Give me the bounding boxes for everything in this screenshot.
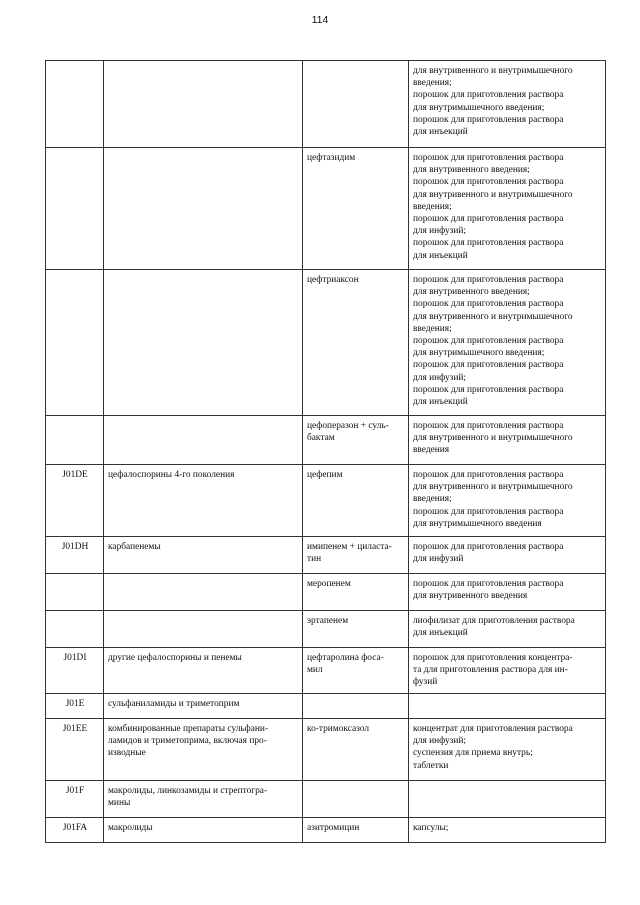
page-number: 114 <box>311 14 329 26</box>
table-row <box>46 818 606 843</box>
drug-name-cell: цефтазидим <box>303 148 409 270</box>
dosage-form-cell: порошок для приготовления раствора для внутривенного и внутримышечного введения <box>409 416 606 465</box>
table-row <box>46 694 606 719</box>
drug-name-cell <box>303 694 409 719</box>
drug-name-cell: имипенем + циласта- тин <box>303 537 409 574</box>
group-name-cell <box>104 270 303 416</box>
group-name-cell: карбапенемы <box>104 537 303 574</box>
dosage-form-cell: порошок для приготовления раствора для внутривенного введения <box>409 574 606 611</box>
dosage-form-cell <box>409 781 606 818</box>
drug-name-cell: цефепим <box>303 465 409 537</box>
atc-code-cell: J01EE <box>46 719 104 781</box>
atc-code-cell: J01E <box>46 694 104 719</box>
table-row <box>46 574 606 611</box>
table-row <box>46 148 606 270</box>
dosage-form-cell: капсулы; <box>409 818 606 843</box>
dosage-form-cell: концентрат для приготовления раствора для инфузий; суспензия для приема внутрь; таблетки <box>409 719 606 781</box>
drug-name-cell <box>303 61 409 148</box>
dosage-form-cell: лиофилизат для приготовления раствора для инъекций <box>409 611 606 648</box>
group-name-cell <box>104 574 303 611</box>
group-name-cell <box>104 611 303 648</box>
atc-code-cell: J01FA <box>46 818 104 843</box>
atc-code-cell: J01DH <box>46 537 104 574</box>
table-row <box>46 465 606 537</box>
table-row <box>46 61 606 148</box>
atc-code-cell <box>46 416 104 465</box>
table-row <box>46 648 606 694</box>
atc-code-cell <box>46 270 104 416</box>
atc-code-cell: J01DE <box>46 465 104 537</box>
group-name-cell: комбинированные препараты сульфани- ламидов и триметоприма, включая про- изводные <box>104 719 303 781</box>
drug-name-cell: цефтриаксон <box>303 270 409 416</box>
group-name-cell <box>104 148 303 270</box>
atc-code-cell <box>46 148 104 270</box>
atc-code-cell <box>46 611 104 648</box>
table-row <box>46 719 606 781</box>
dosage-form-cell: порошок для приготовления раствора для внутривенного введения; порошок для приготовления раствора для внутривенного и внутримышечного введения; порошок для приготовления раствора для внутримышечного введения; порошок для приготовления раствора для инфузий; порошок для приготовления раствора для инъекций <box>409 270 606 416</box>
group-name-cell: макролиды <box>104 818 303 843</box>
table-row <box>46 611 606 648</box>
group-name-cell: цефалоспорины 4-го поколения <box>104 465 303 537</box>
atc-code-cell <box>46 574 104 611</box>
group-name-cell: другие цефалоспорины и пенемы <box>104 648 303 694</box>
group-name-cell: сульфаниламиды и триметоприм <box>104 694 303 719</box>
drug-name-cell: азитромицин <box>303 818 409 843</box>
dosage-form-cell: порошок для приготовления концентра- та для приготовления раствора для ин- фузий <box>409 648 606 694</box>
dosage-form-cell: порошок для приготовления раствора для внутривенного введения; порошок для приготовления раствора для внутривенного и внутримышечного введения; порошок для приготовления раствора для инфузий; порошок для приготовления раствора для инъекций <box>409 148 606 270</box>
group-name-cell: макролиды, линкозамиды и стрептогра- мины <box>104 781 303 818</box>
atc-code-cell <box>46 61 104 148</box>
table-row <box>46 537 606 574</box>
dosage-form-cell: порошок для приготовления раствора для внутривенного и внутримышечного введения; порошок для приготовления раствора для внутримышечного введения <box>409 465 606 537</box>
dosage-form-cell: порошок для приготовления раствора для инфузий <box>409 537 606 574</box>
table-row <box>46 416 606 465</box>
table-row <box>46 270 606 416</box>
group-name-cell <box>104 416 303 465</box>
drug-name-cell: ко-тримоксазол <box>303 719 409 781</box>
drug-name-cell: цефтаролина фоса- мил <box>303 648 409 694</box>
atc-code-cell: J01DI <box>46 648 104 694</box>
dosage-form-cell <box>409 694 606 719</box>
drug-table <box>45 60 606 843</box>
table-row <box>46 781 606 818</box>
drug-name-cell: меропенем <box>303 574 409 611</box>
atc-code-cell: J01F <box>46 781 104 818</box>
drug-name-cell <box>303 781 409 818</box>
dosage-form-cell: для внутривенного и внутримышечного введения; порошок для приготовления раствора для внутримышечного введения; порошок для приготовления раствора для инъекций <box>409 61 606 148</box>
group-name-cell <box>104 61 303 148</box>
drug-name-cell: эртапенем <box>303 611 409 648</box>
drug-name-cell: цефоперазон + суль- бактам <box>303 416 409 465</box>
